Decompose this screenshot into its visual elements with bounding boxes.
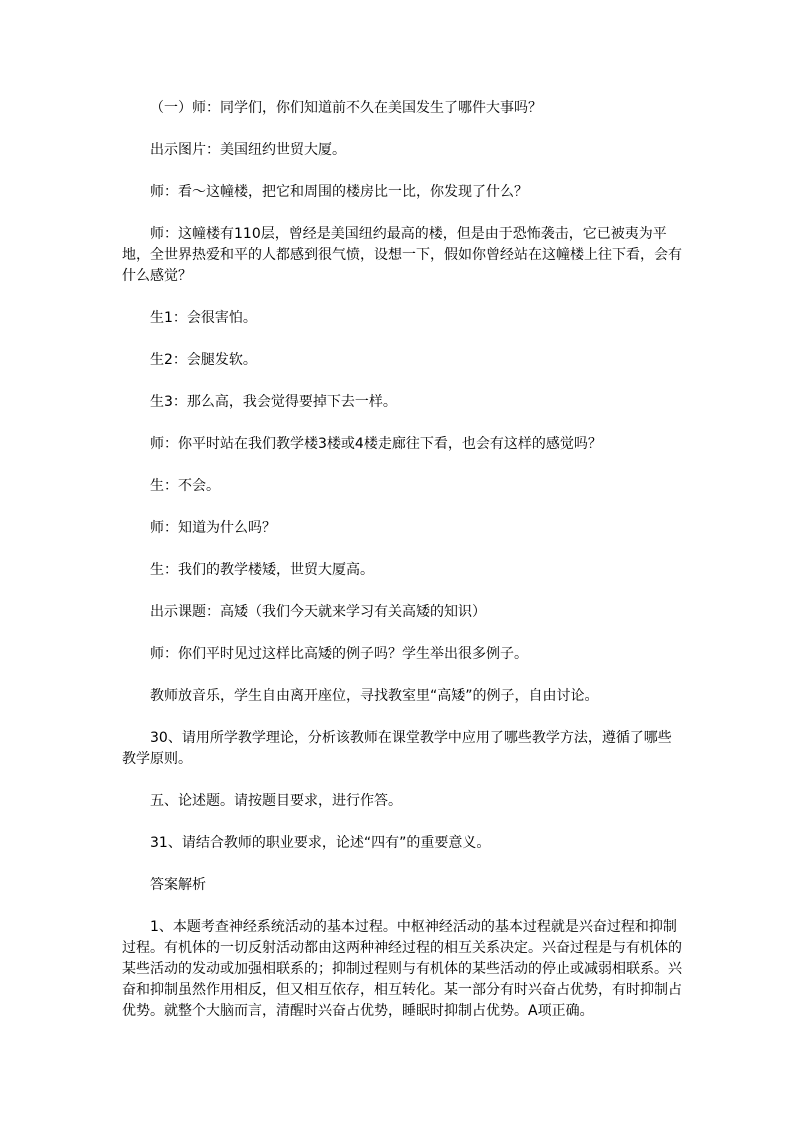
paragraph-student-3: 生3：那么高，我会觉得要掉下去一样。 — [150, 394, 397, 410]
paragraph-teacher-describe: 师：这幢楼有110层，曾经是美国纽约最高的楼，但是由于恐怖袭击，它已被夷为平地，全世界热爱和平的人都感到很气愤，设想一下，假如你曾经站在这幢楼上往下看，会有什么感觉？ — [122, 226, 682, 284]
section-heading-essay: 五、论述题。请按题目要求，进行作答。 — [150, 793, 402, 809]
paragraph-teacher-why: 师：知道为什么吗？ — [150, 520, 276, 536]
paragraph-question-31: 31、请结合教师的职业要求，论述“四有”的重要意义。 — [150, 835, 491, 851]
section-heading-answers: 答案解析 — [150, 877, 206, 893]
paragraph-show-picture: 出示图片：美国纽约世贸大厦。 — [150, 142, 346, 158]
paragraph-teacher-examples: 师：你们平时见过这样比高矮的例子吗？学生举出很多例子。 — [150, 646, 528, 662]
paragraph-question-30: 30、请用所学教学理论，分析该教师在课堂教学中应用了哪些教学方法，遵循了哪些教学原则。 — [122, 730, 672, 767]
paragraph-student-2: 生2：会腿发软。 — [150, 352, 257, 368]
paragraph-answer-1: 1、本题考查神经系统活动的基本过程。中枢神经活动的基本过程就是兴奋过程和抑制过程。有机体的一切反射活动都由这两种神经过程的相互关系决定。兴奋过程是与有机体的某些活动的发动或加强相联系的；抑制过程则与有机体的某些活动的停止或减弱相联系。兴奋和抑制虽然作用相反，但又相互依存，相互转化。某一部分有时兴奋占优势，有时抑制占优势。就整个大脑而言，清醒时兴奋占优势，睡眠时抑制占优势。A项正确。 — [122, 919, 682, 1019]
paragraph-student-1: 生1：会很害怕。 — [150, 310, 257, 326]
paragraph-teacher-floor: 师：你平时站在我们教学楼3楼或4楼走廊往下看，也会有这样的感觉吗？ — [150, 436, 602, 452]
paragraph-show-topic: 出示课题：高矮（我们今天就来学习有关高矮的知识） — [150, 604, 486, 620]
paragraph-teacher-question: （一）师：同学们，你们知道前不久在美国发生了哪件大事吗？ — [150, 100, 542, 116]
paragraph-student-no: 生：不会。 — [150, 478, 220, 494]
paragraph-music-activity: 教师放音乐，学生自由离开座位，寻找教室里“高矮”的例子，自由讨论。 — [150, 688, 599, 704]
paragraph-student-answer: 生：我们的教学楼矮，世贸大厦高。 — [150, 562, 374, 578]
paragraph-teacher-compare: 师：看～这幢楼，把它和周围的楼房比一比，你发现了什么？ — [150, 184, 528, 200]
